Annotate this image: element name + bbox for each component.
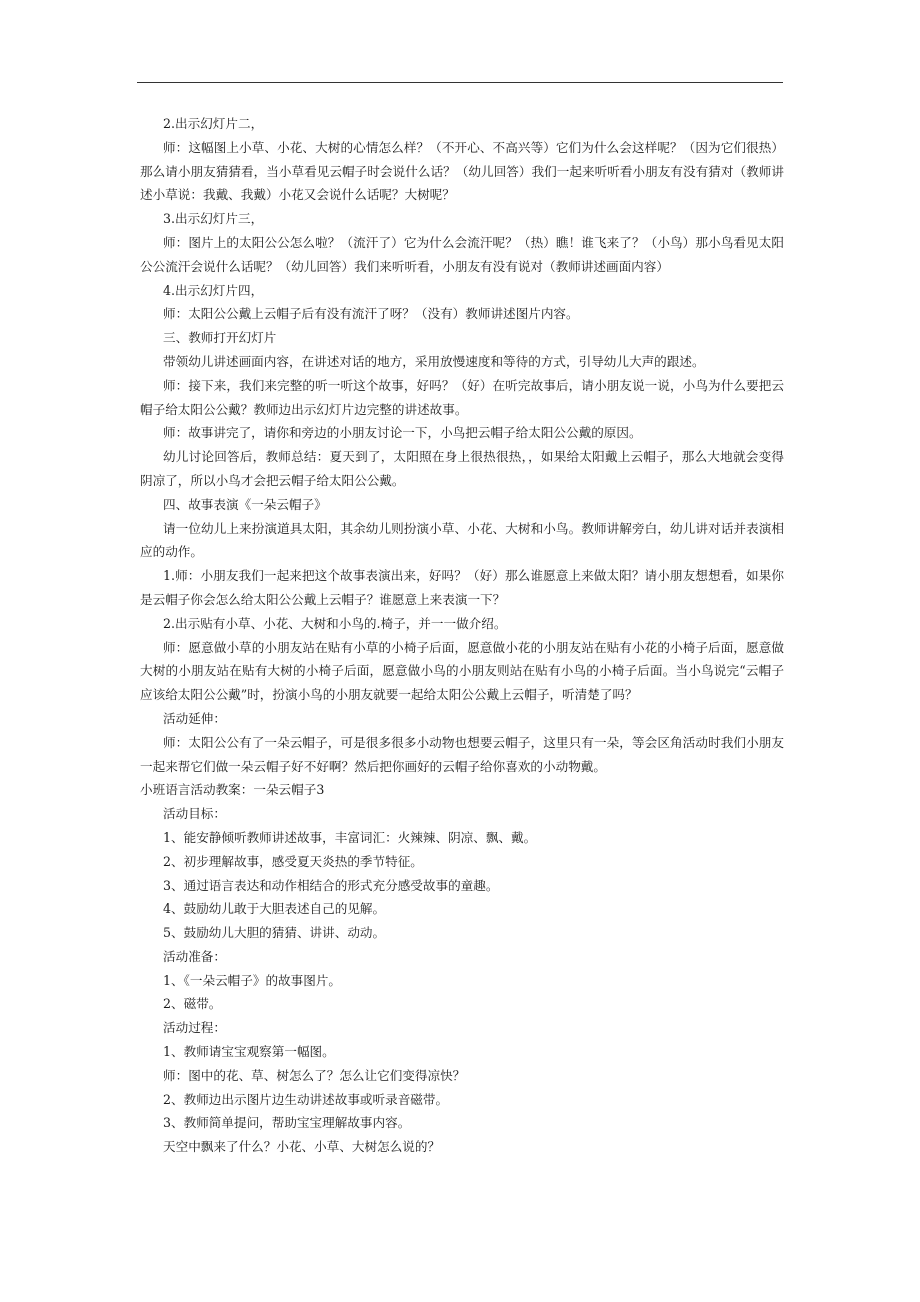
paragraph: 2、初步理解故事，感受夏天炎热的季节特征。	[163, 853, 423, 869]
paragraph: 师：图片上的太阳公公怎么啦？（流汗了）它为什么会流汗呢？（热）瞧！谁飞来了？（小鸟）那小鸟看见太阳公公流汗会说什么话呢？（幼儿回答）我们来听听看，小朋友有没有说对（教师讲述画面内容）	[140, 234, 784, 274]
paragraph: 活动过程：	[163, 1020, 226, 1036]
paragraph: 2.出示幻灯片二，	[163, 116, 264, 131]
paragraph: 4.出示幻灯片四，	[163, 282, 264, 298]
paragraph: 4、鼓励幼儿敢于大胆表述自己的见解。	[163, 901, 386, 917]
paragraph: 三、教师打开幻灯片	[163, 330, 277, 346]
paragraph: 师：接下来，我们来完整的听一听这个故事，好吗？（好）在听完故事后，请小朋友说一说，小鸟为什么要把云帽子给太阳公公戴？教师边出示幻灯片边完整的讲述故事。	[140, 377, 784, 417]
paragraph: 师：太阳公公有了一朵云帽子，可是很多很多小动物也想要云帽子，这里只有一朵，等会区角活动时我们小朋友一起来帮它们做一朵云帽子好不好啊？然后把你画好的云帽子给你喜欢的小动物戴。	[140, 734, 784, 774]
paragraph: 请一位幼儿上来扮演道具太阳，其余幼儿则扮演小草、小花、大树和小鸟。教师讲解旁白，幼儿讲对话并表演相应的动作。	[140, 520, 784, 560]
paragraph: 2.出示贴有小草、小花、大树和小鸟的.椅子，并一一做介绍。	[163, 615, 507, 631]
header-rule	[137, 82, 783, 83]
paragraph: 小班语言活动教案：一朵云帽子3	[140, 782, 325, 798]
paragraph: 活动目标：	[163, 806, 226, 822]
paragraph: 幼儿讨论回答后，教师总结：夏天到了，太阳照在身上很热很热，，如果给太阳戴上云帽子，那么大地就会变得阴凉了，所以小鸟才会把云帽子给太阳公公戴。	[140, 449, 784, 488]
paragraph: 3、教师简单提问，帮助宝宝理解故事内容。	[163, 1115, 411, 1131]
paragraph: 2、教师边出示图片边生动讲述故事或听录音磁带。	[163, 1091, 449, 1107]
paragraph: 师：愿意做小草的小朋友站在贴有小草的小椅子后面，愿意做小花的小朋友站在贴有小花的小椅子后面，愿意做大树的小朋友站在贴有大树的小椅子后面，愿意做小鸟的小朋友则站在贴有小鸟的小椅子后面。当小鸟说完“云帽子应该给太阳公公戴”时，扮演小鸟的小朋友就要一起给太阳公公戴上云帽子，听清楚了吗？	[140, 639, 784, 703]
paragraph: 四、故事表演《一朵云帽子》	[163, 496, 327, 512]
paragraph: 2、磁带。	[163, 996, 222, 1012]
paragraph: 3、通过语言表达和动作相结合的形式充分感受故事的童趣。	[163, 877, 499, 893]
paragraph: 师：这幅图上小草、小花、大树的心情怎么样？（不开心、不高兴等）它们为什么会这样呢？（因为它们很热）那么请小朋友猜猜看，当小草看见云帽子时会说什么话？（幼儿回答）我们一起来听听看小朋友有没有猜对（教师讲述小草说：我戴、我戴）小花又会说什么话呢？大树呢？	[140, 139, 784, 203]
paragraph: 5、鼓励幼儿大胆的猜猜、讲讲、动动。	[163, 925, 386, 941]
paragraph: 1、《一朵云帽子》的故事图片。	[163, 972, 342, 988]
paragraph: 师：太阳公公戴上云帽子后有没有流汗了呀？（没有）教师讲述图片内容。	[163, 306, 579, 322]
document-body	[140, 112, 784, 1159]
paragraph: 活动准备：	[163, 948, 226, 964]
paragraph: 师：图中的花、草、树怎么了？怎么让它们变得凉快？	[163, 1067, 466, 1083]
paragraph: 1、能安静倾听教师讲述故事，丰富词汇：火辣辣、阴凉、飘、戴。	[163, 829, 537, 845]
paragraph: 1、教师请宝宝观察第一幅图。	[163, 1044, 335, 1060]
paragraph: 1.师：小朋友我们一起来把这个故事表演出来，好吗？（好）那么谁愿意上来做太阳？请小朋友想想看，如果你是云帽子你会怎么给太阳公公戴上云帽子？谁愿意上来表演一下？	[140, 568, 784, 607]
paragraph: 带领幼儿讲述画面内容，在讲述对话的地方，采用放慢速度和等待的方式，引导幼儿大声的跟述。	[163, 353, 705, 369]
paragraph: 3.出示幻灯片三，	[163, 211, 264, 227]
paragraph: 活动延伸：	[163, 710, 226, 726]
paragraph: 天空中飘来了什么？小花、小草、大树怎么说的？	[163, 1139, 441, 1155]
paragraph: 师：故事讲完了，请你和旁边的小朋友讨论一下，小鸟把云帽子给太阳公公戴的原因。	[163, 425, 642, 441]
